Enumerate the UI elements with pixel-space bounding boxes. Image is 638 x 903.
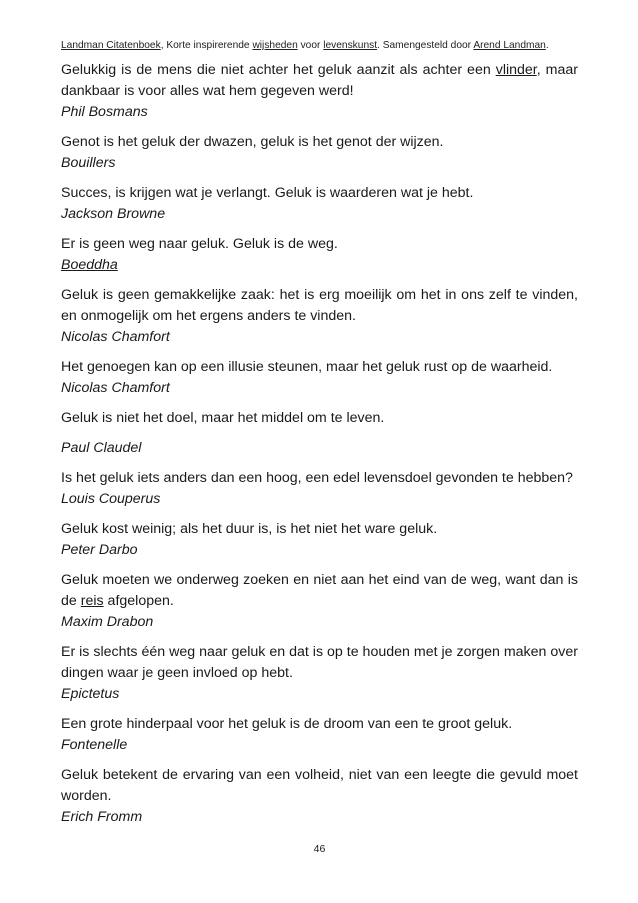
quote-item	[61, 765, 578, 828]
quote-item	[61, 642, 578, 705]
page-header	[61, 39, 578, 52]
quote-item	[61, 714, 578, 756]
quote-item	[61, 408, 578, 459]
quote-author: Bouillers	[61, 155, 116, 171]
header-text: . Samengesteld door	[377, 40, 474, 51]
page-number: 46	[313, 843, 326, 855]
quote-author: Peter Darbo	[61, 542, 138, 558]
quote-text: Geluk is niet het doel, maar het middel om te leven.	[61, 410, 385, 426]
quote-text	[61, 570, 578, 612]
link-reis[interactable]: reis	[80, 593, 104, 609]
quote-author: Louis Couperus	[61, 491, 161, 507]
quote-author: Phil Bosmans	[61, 104, 148, 120]
quote-item	[61, 357, 578, 399]
quote-author: Maxim Drabon	[61, 614, 154, 630]
link-author[interactable]: Arend Landman	[473, 40, 546, 51]
quote-list	[61, 60, 578, 837]
quote-author: Erich Fromm	[61, 809, 143, 825]
quote-text: Geluk is geen gemakkelijke zaak: het is erg moeilijk om het in ons zelf te vinden, en onmogelijk om het ergens anders te vinden.	[61, 287, 578, 324]
quote-author: Fontenelle	[61, 737, 128, 753]
quote-author-link[interactable]: Boeddha	[61, 257, 118, 273]
quote-text-part: Geluk moeten we onderweg zoeken en niet aan het eind van de weg, want dan is de	[61, 572, 578, 609]
quote-text: Er is geen weg naar geluk. Geluk is de weg.	[61, 236, 338, 252]
quote-author: Jackson Browne	[61, 206, 166, 222]
header-text: .	[545, 40, 549, 51]
quote-text: Succes, is krijgen wat je verlangt. Geluk is waarderen wat je hebt.	[61, 185, 474, 201]
link-levenskunst[interactable]: levenskunst	[323, 40, 378, 51]
quote-text: Genot is het geluk der dwazen, geluk is het genot der wijzen.	[61, 134, 444, 150]
document-page	[61, 0, 578, 903]
quote-item	[61, 183, 578, 225]
link-vlinder[interactable]: vlinder	[495, 62, 537, 78]
quote-item	[61, 60, 578, 123]
quote-author: Nicolas Chamfort	[61, 329, 170, 345]
quote-author: Epictetus	[61, 686, 120, 702]
link-wijsheden[interactable]: wijsheden	[252, 40, 298, 51]
quote-author: Nicolas Chamfort	[61, 380, 170, 396]
quote-item	[61, 234, 578, 276]
quote-item	[61, 468, 578, 510]
quote-item	[61, 285, 578, 348]
quote-text: Geluk kost weinig; als het duur is, is het niet het ware geluk.	[61, 521, 438, 537]
quote-item	[61, 570, 578, 633]
quote-text: Er is slechts één weg naar geluk en dat is op te houden met je zorgen maken over dingen waar je geen invloed op hebt.	[61, 644, 578, 681]
header-text: voor	[297, 40, 324, 51]
header-text: , Korte inspirerende	[160, 40, 253, 51]
quote-text: Is het geluk iets anders dan een hoog, een edel levensdoel gevonden te hebben?	[61, 470, 573, 486]
quote-text: Het genoegen kan op een illusie steunen, maar het geluk rust op de waarheid.	[61, 359, 553, 375]
link-citatenboek[interactable]: Landman Citatenboek	[61, 40, 161, 51]
quote-item	[61, 519, 578, 561]
quote-text-part: afgelopen.	[103, 593, 174, 609]
quote-text: Geluk betekent de ervaring van een volheid, niet van een leegte die gevuld moet worden.	[61, 767, 578, 804]
quote-text-part: , maar dankbaar is voor alles wat hem gegeven werd!	[61, 62, 578, 99]
quote-text-part: Gelukkig is de mens die niet achter het geluk aanzit als achter een	[61, 62, 496, 78]
quote-text	[61, 60, 578, 102]
quote-author: Paul Claudel	[61, 440, 142, 456]
quote-item	[61, 132, 578, 174]
quote-text: Een grote hinderpaal voor het geluk is de droom van een te groot geluk.	[61, 716, 513, 732]
